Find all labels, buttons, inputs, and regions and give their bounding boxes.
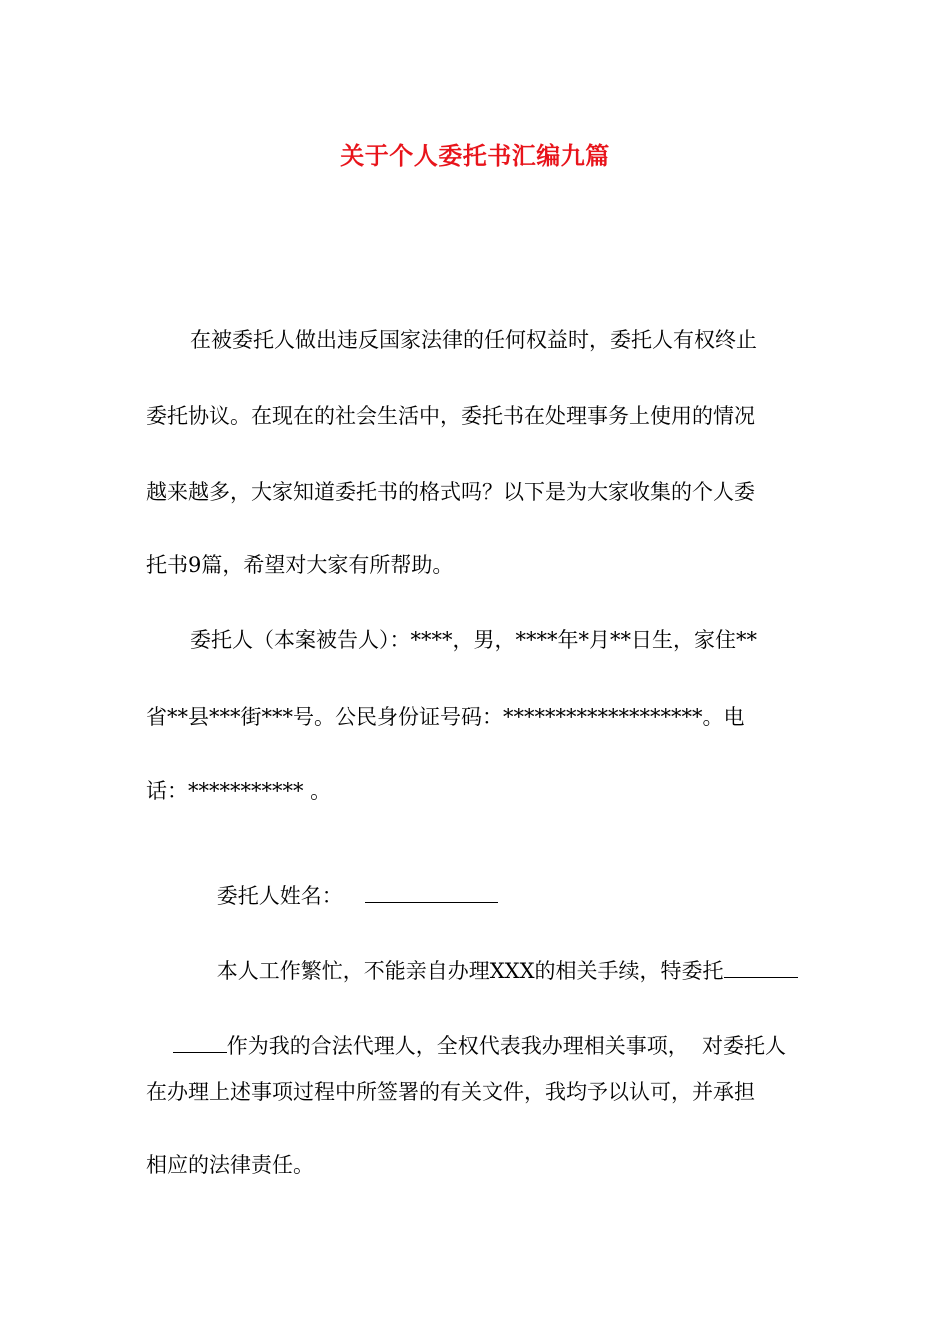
paragraph-1-line-4: 托书9篇，希望对大家有所帮助。	[146, 553, 454, 577]
document-title: 关于个人委托书汇编九篇	[340, 141, 610, 170]
paragraph-4-line-2	[146, 1002, 786, 1088]
paragraph-4-line-2-text: 作为我的合法代理人，全权代表我办理相关事项， 对委托人	[226, 1034, 787, 1058]
paragraph-4-line-3: 在办理上述事项过程中所签署的有关文件，我均予以认可，并承担	[146, 1080, 755, 1104]
paragraph-2-line-2: 省**县***街***号。公民身份证号码：*******************。电	[146, 705, 745, 729]
principal-name-label: 委托人姓名：	[216, 884, 343, 908]
paragraph-1-line-2: 委托协议。在现在的社会生活中，委托书在处理事务上使用的情况	[146, 404, 755, 428]
paragraph-4-line-4: 相应的法律责任。	[146, 1153, 314, 1177]
paragraph-4-line-1	[190, 927, 798, 1013]
paragraph-1-line-1: 在被委托人做出违反国家法律的任何权益时，委托人有权终止	[190, 328, 757, 352]
principal-name-row	[190, 852, 498, 938]
agent-name-blank-2	[173, 1030, 227, 1053]
principal-name-blank	[365, 880, 498, 903]
paragraph-2-line-3: 话：*********** 。	[146, 779, 332, 803]
agent-name-blank-1	[724, 955, 798, 978]
paragraph-1-line-3: 越来越多，大家知道委托书的格式吗？以下是为大家收集的个人委	[146, 480, 755, 504]
paragraph-4-line-1-text: 本人工作繁忙，不能亲自办理XXX的相关手续，特委托	[216, 959, 724, 983]
paragraph-2-line-1: 委托人（本案被告人）：****，男，****年*月**日生，家住**	[190, 628, 757, 652]
